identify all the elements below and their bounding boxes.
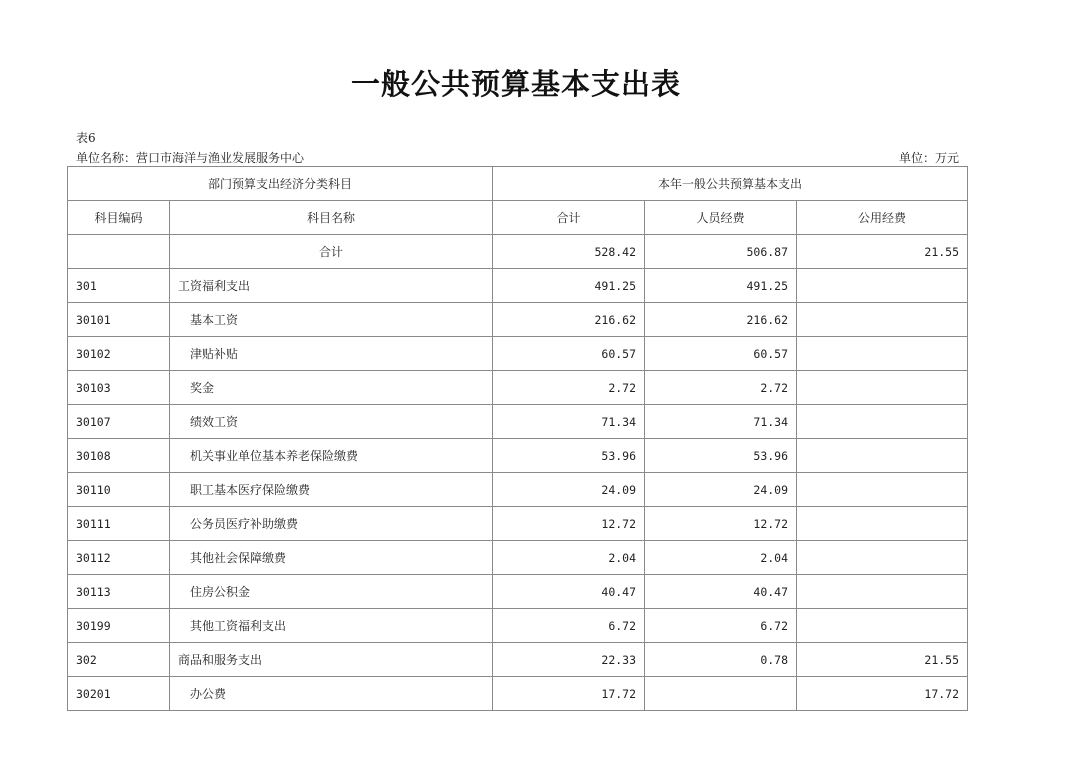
row-personnel: 2.72: [645, 371, 797, 405]
row-name: 公务员医疗补助缴费: [170, 507, 493, 541]
header-public: 公用经费: [797, 201, 968, 235]
row-public: [797, 609, 968, 643]
row-total: 491.25: [493, 269, 645, 303]
header-group-left: 部门预算支出经济分类科目: [68, 167, 493, 201]
header-group-row: [68, 167, 968, 201]
row-name: 住房公积金: [170, 575, 493, 609]
row-public: [797, 269, 968, 303]
row-total: 71.34: [493, 405, 645, 439]
row-code: 30112: [68, 541, 170, 575]
row-name: 其他工资福利支出: [170, 609, 493, 643]
row-code: 30101: [68, 303, 170, 337]
table-row: [68, 371, 968, 405]
header-row: [68, 201, 968, 235]
total-public: 21.55: [797, 235, 968, 269]
total-code-cell: [68, 235, 170, 269]
page-title: 一般公共预算基本支出表: [350, 67, 681, 101]
row-personnel: 216.62: [645, 303, 797, 337]
total-personnel: 506.87: [645, 235, 797, 269]
row-public: [797, 541, 968, 575]
row-public: [797, 507, 968, 541]
budget-table: [67, 166, 968, 711]
row-personnel: 53.96: [645, 439, 797, 473]
row-code: 30107: [68, 405, 170, 439]
row-public: [797, 575, 968, 609]
row-total: 216.62: [493, 303, 645, 337]
row-code: 30110: [68, 473, 170, 507]
row-personnel: 60.57: [645, 337, 797, 371]
row-total: 22.33: [493, 643, 645, 677]
row-public: 17.72: [797, 677, 968, 711]
row-name: 职工基本医疗保险缴费: [170, 473, 493, 507]
table-row: [68, 439, 968, 473]
row-code: 301: [68, 269, 170, 303]
row-total: 17.72: [493, 677, 645, 711]
table-row: [68, 643, 968, 677]
row-personnel: 0.78: [645, 643, 797, 677]
unit-label: 单位：万元: [898, 151, 959, 165]
row-total: 2.04: [493, 541, 645, 575]
row-personnel: [645, 677, 797, 711]
table-number: 表6: [76, 131, 96, 145]
row-public: [797, 337, 968, 371]
row-total: 40.47: [493, 575, 645, 609]
row-code: 30113: [68, 575, 170, 609]
row-name: 绩效工资: [170, 405, 493, 439]
row-total: 24.09: [493, 473, 645, 507]
total-total: 528.42: [493, 235, 645, 269]
row-personnel: 40.47: [645, 575, 797, 609]
row-public: [797, 371, 968, 405]
table-row: [68, 303, 968, 337]
header-personnel: 人员经费: [645, 201, 797, 235]
row-name: 津贴补贴: [170, 337, 493, 371]
row-code: 30108: [68, 439, 170, 473]
row-personnel: 24.09: [645, 473, 797, 507]
unit-name: 单位名称：营口市海洋与渔业发展服务中心: [76, 151, 305, 165]
row-personnel: 12.72: [645, 507, 797, 541]
row-code: 30111: [68, 507, 170, 541]
row-name: 机关事业单位基本养老保险缴费: [170, 439, 493, 473]
total-label: 合计: [170, 235, 493, 269]
row-public: [797, 303, 968, 337]
table-row: [68, 541, 968, 575]
table-row: [68, 269, 968, 303]
table-row: [68, 507, 968, 541]
header-total: 合计: [493, 201, 645, 235]
header-code: 科目编码: [68, 201, 170, 235]
row-code: 30199: [68, 609, 170, 643]
row-personnel: 71.34: [645, 405, 797, 439]
table-row: [68, 405, 968, 439]
row-public: [797, 473, 968, 507]
row-total: 6.72: [493, 609, 645, 643]
row-public: [797, 405, 968, 439]
total-row: [68, 235, 968, 269]
row-name: 办公费: [170, 677, 493, 711]
header-name: 科目名称: [170, 201, 493, 235]
row-name: 商品和服务支出: [170, 643, 493, 677]
table-row: [68, 337, 968, 371]
table-row: [68, 609, 968, 643]
row-code: 30102: [68, 337, 170, 371]
row-total: 60.57: [493, 337, 645, 371]
table-row: [68, 473, 968, 507]
table-row: [68, 677, 968, 711]
row-name: 奖金: [170, 371, 493, 405]
row-name: 基本工资: [170, 303, 493, 337]
row-personnel: 6.72: [645, 609, 797, 643]
row-code: 30201: [68, 677, 170, 711]
row-personnel: 491.25: [645, 269, 797, 303]
row-name: 工资福利支出: [170, 269, 493, 303]
row-public: 21.55: [797, 643, 968, 677]
row-personnel: 2.04: [645, 541, 797, 575]
row-code: 30103: [68, 371, 170, 405]
row-total: 12.72: [493, 507, 645, 541]
row-name: 其他社会保障缴费: [170, 541, 493, 575]
table-row: [68, 575, 968, 609]
row-total: 2.72: [493, 371, 645, 405]
row-code: 302: [68, 643, 170, 677]
row-total: 53.96: [493, 439, 645, 473]
row-public: [797, 439, 968, 473]
header-group-right: 本年一般公共预算基本支出: [493, 167, 968, 201]
